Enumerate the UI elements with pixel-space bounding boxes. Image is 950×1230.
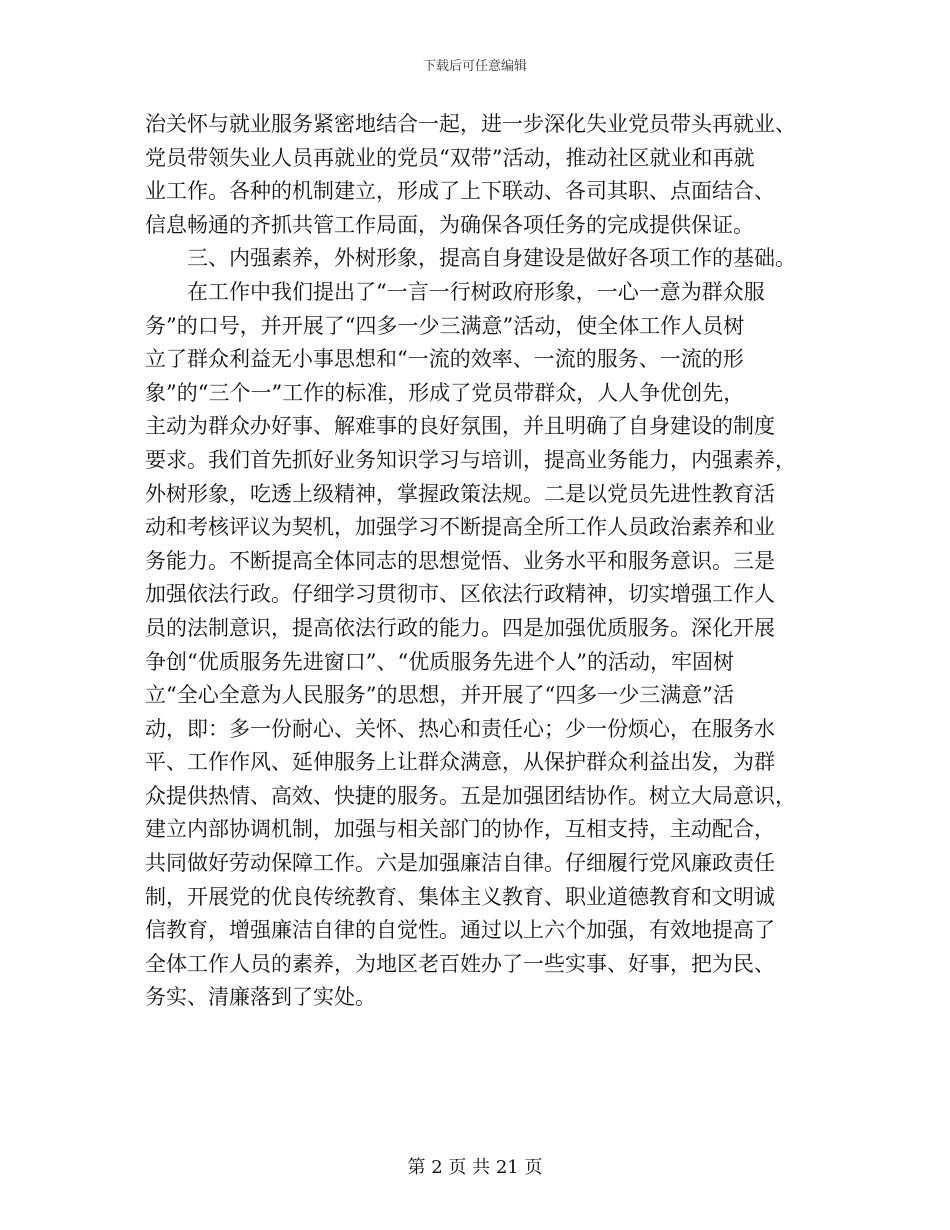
text-line: 全体工作人员的素养，为地区老百姓办了一些实事、好事，把为民、 [145, 951, 775, 976]
text-line: 务实、清廉落到了实处。 [145, 985, 376, 1010]
text-line: 动，即：多一份耐心、关怀、热心和责任心；少一份烦心，在服务水 [145, 716, 775, 741]
text-line: 务”的口号，并开展了“四多一少三满意”活动，使全体工作人员树 [145, 313, 745, 338]
text-line: 立“全心全意为人民服务”的思想，并开展了“四多一少三满意”活 [145, 683, 734, 708]
page-number: 第 2 页 共 21 页 [407, 1157, 543, 1178]
text-line: 平、工作作风、延伸服务上让群众满意，从保护群众利益出发，为群 [145, 750, 775, 775]
text-line: 争创“优质服务先进窗口”、“优质服务先进个人”的活动，牢固树 [145, 649, 734, 674]
text-line: 象”的“三个一”工作的标准，形成了党员带群众，人人争优创先， [145, 380, 745, 405]
text-line: 治关怀与就业服务紧密地结合一起，进一步深化失业党员带头再就业、 [145, 112, 796, 136]
text-line: 共同做好劳动保障工作。六是加强廉洁自律。仔细履行党风廉政责任 [145, 851, 775, 876]
text-line: 建立内部协调机制，加强与相关部门的协作，互相支持，主动配合， [145, 817, 775, 842]
text-line: 主动为群众办好事、解难事的良好氛围，并且明确了自身建设的制度 [145, 414, 775, 439]
text-line: 立了群众利益无小事思想和“一流的效率、一流的服务、一流的形 [145, 347, 744, 372]
text-line: 业工作。各种的机制建立，形成了上下联动、各司其职、点面结合、 [145, 179, 775, 204]
text-line: 制，开展党的优良传统教育、集体主义教育、职业道德教育和文明诚 [145, 884, 775, 909]
text-line: 务能力。不断提高全体同志的思想觉悟、业务水平和服务意识。三是 [145, 548, 775, 573]
text-line: 信息畅通的齐抓共管工作局面，为确保各项任务的完成提供保证。 [145, 212, 754, 237]
text-line: 加强依法行政。仔细学习贯彻市、区依法行政精神，切实增强工作人 [145, 582, 775, 607]
text-line: 党员带领失业人员再就业的党员“双带”活动，推动社区就业和再就 [145, 145, 755, 170]
document-body [145, 108, 805, 1015]
text-line: 信教育，增强廉洁自律的自觉性。通过以上六个加强，有效地提高了 [145, 918, 775, 943]
text-line: 外树形象，吃透上级精神，掌握政策法规。二是以党员先进性教育活 [145, 481, 775, 506]
text-line: 动和考核评议为契机，加强学习不断提高全所工作人员政治素养和业 [145, 515, 775, 540]
text-line: 众提供热情、高效、快捷的服务。五是加强团结协作。树立大局意识， [145, 783, 796, 808]
text-line: 员的法制意识，提高依法行政的能力。四是加强优质服务。深化开展 [145, 615, 775, 640]
page-header: 下载后可任意编辑 [422, 59, 527, 74]
text-line: 在工作中我们提出了“一言一行树政府形象，一心一意为群众服 [187, 279, 765, 304]
section-heading: 三、内强素养，外树形象，提高自身建设是做好各项工作的基础。 [187, 246, 796, 271]
text-line: 要求。我们首先抓好业务知识学习与培训，提高业务能力，内强素养， [145, 447, 796, 472]
